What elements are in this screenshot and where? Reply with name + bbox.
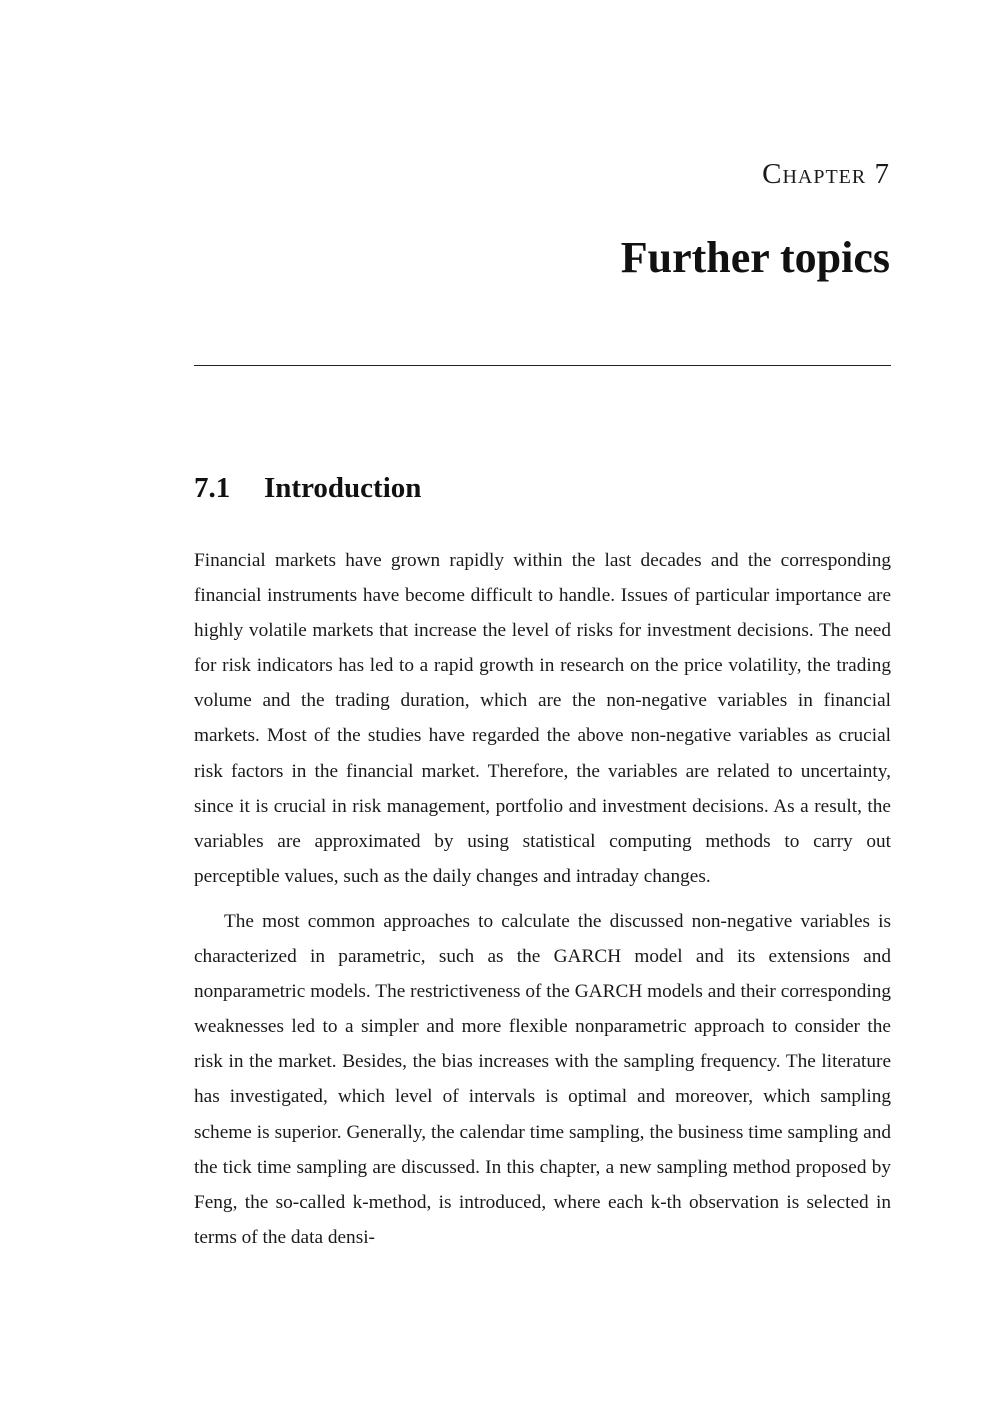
chapter-title: Further topics (620, 233, 890, 282)
paragraph-1: Financial markets have grown rapidly within the last decades and the corresponding financial instruments have become difficult to handle. Issues of particular importance are highly volatile markets that increase the level of risks for investment decisions. The need for risk indicators has led to a rapid growth in research on the price volatility, the trading volume and the trading duration, which are the non-negative variables in financial markets. Most of the studies have regarded the above non-negative variables as crucial risk factors in the financial market. Therefore, the variables are related to uncertainty, since it is crucial in risk management, portfolio and investment decisions. As a result, the variables are approximated by using statistical computing methods to carry out perceptible values, such as the daily changes and intraday changes. (194, 550, 891, 887)
section-heading (194, 472, 421, 505)
section-title: Introduction (264, 472, 422, 504)
chapter-divider (194, 365, 891, 366)
paragraph-2: The most common approaches to calculate the discussed non-negative variables is characterized in parametric, such as the GARCH model and its extensions and nonparametric models. The restrictiveness of the GARCH models and their corresponding weaknesses led to a simpler and more flexible nonparametric approach to consider the risk in the market. Besides, the bias increases with the sampling frequency. The literature has investigated, which level of intervals is optimal and moreover, which sampling scheme is superior. Generally, the calendar time sampling, the business time sampling and the tick time sampling are discussed. In this chapter, a new sampling method proposed by Feng, the so-called k-method, is introduced, where each k-th observation is selected in terms of the data densi- (194, 910, 891, 1248)
chapter-label: Chapter 7 (762, 158, 890, 190)
body-text (194, 543, 891, 1255)
section-number: 7.1 (194, 472, 231, 504)
